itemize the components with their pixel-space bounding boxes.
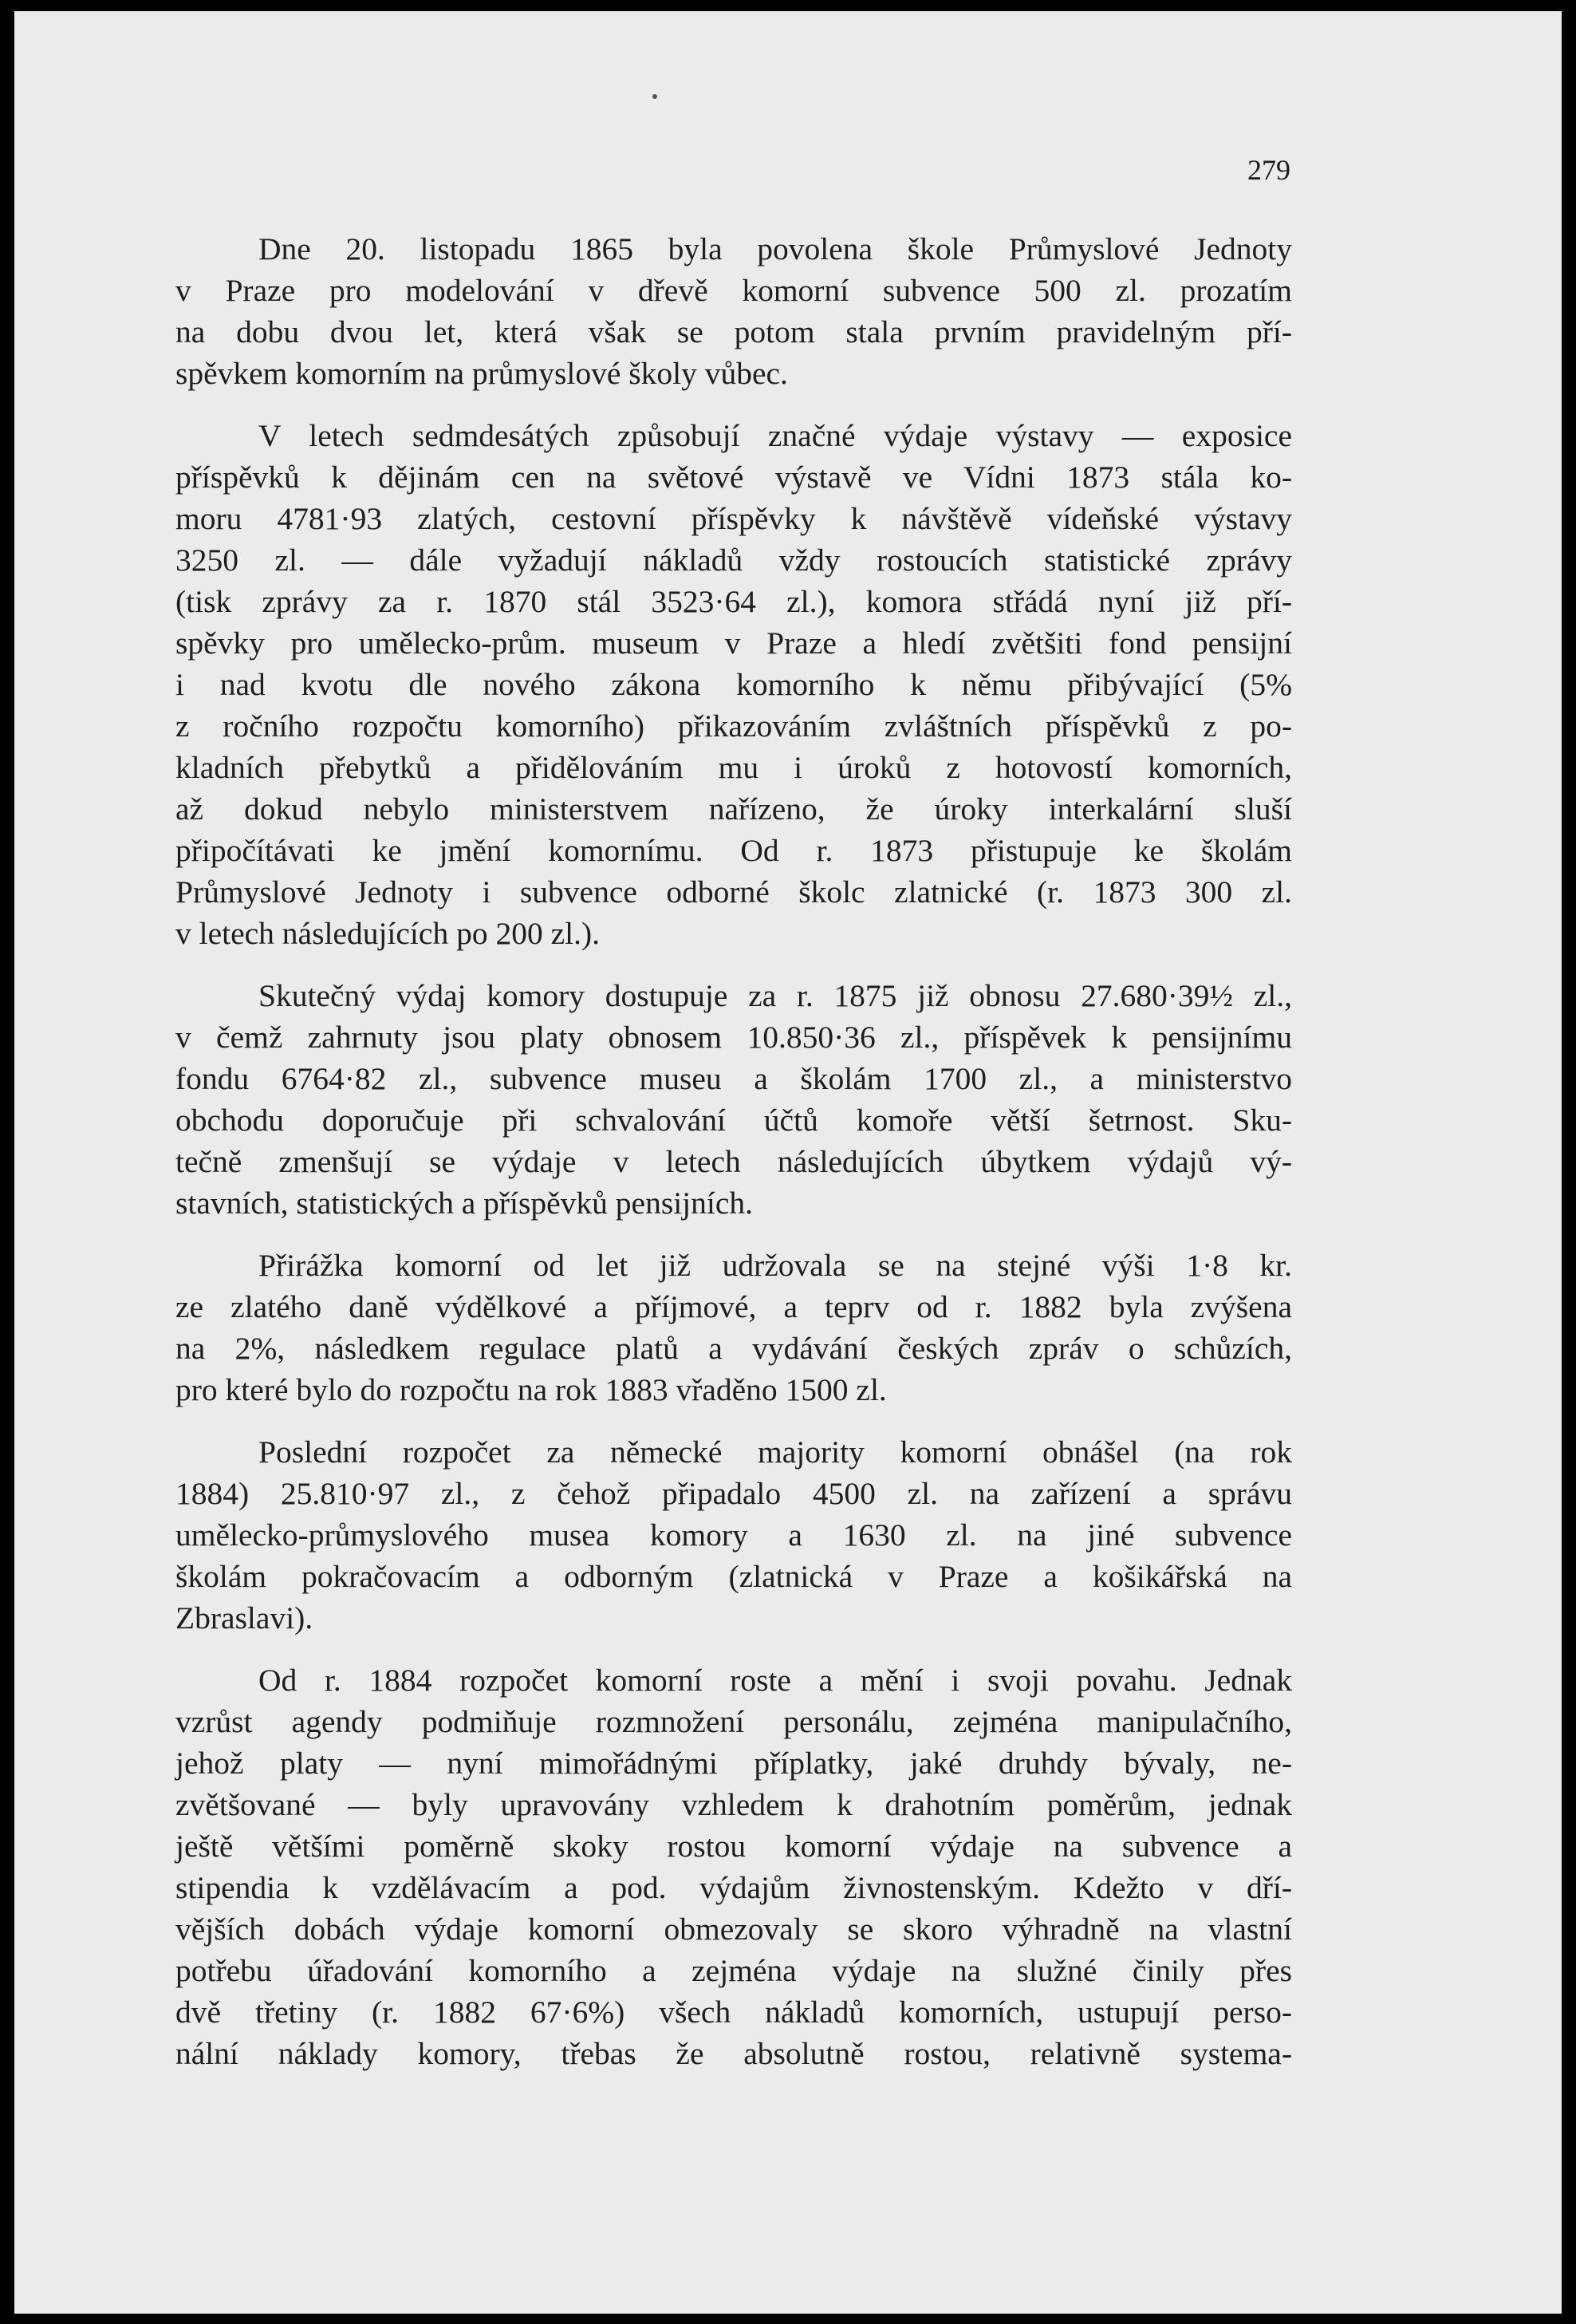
- text-line: Od r. 1884 rozpočet komorní roste a mění i svoji povahu. Jednak: [258, 1663, 1292, 1698]
- text-line: i nad kvotu dle nového zákona komorního k němu přibývající (5%: [175, 667, 1292, 702]
- text-line: fondu 6764·82 zl., subvence museu a školám 1700 zl., a ministerstvo: [175, 1061, 1292, 1096]
- print-speck: [652, 94, 657, 99]
- text-line: umělecko-průmyslového musea komory a 1630 zl. na jiné subvence: [175, 1517, 1292, 1553]
- text-line: spěvkem komorním na průmyslové školy vůbec.: [175, 356, 788, 391]
- text-line: tečně zmenšují se výdaje v letech následujících úbytkem výdajů vý-: [175, 1144, 1292, 1179]
- text-line: (tisk zprávy za r. 1870 stál 3523·64 zl.), komora střádá nyní již pří-: [175, 584, 1292, 619]
- text-line: spěvky pro umělecko-prům. museum v Praze a hledí zvětšiti fond pensijní: [175, 625, 1292, 661]
- text-line: Přirážka komorní od let již udržovala se na stejné výši 1·8 kr.: [258, 1248, 1292, 1283]
- text-line: připočítávati ke jmění komornímu. Od r. 1873 přistupuje ke školám: [175, 833, 1292, 868]
- text-line: kladních přebytků a přidělováním mu i úroků z hotovostí komorních,: [175, 750, 1292, 785]
- paragraph: [175, 228, 1292, 394]
- body-text: [175, 228, 1292, 2074]
- text-line: v letech následujících po 200 zl.).: [175, 916, 600, 951]
- text-line: moru 4781·93 zlatých, cestovní příspěvky k návštěvě vídeňské výstavy: [175, 501, 1292, 536]
- paragraph: [175, 415, 1292, 954]
- text-line: v Praze pro modelování v dřevě komorní subvence 500 zl. prozatím: [175, 273, 1292, 308]
- text-line: Dne 20. listopadu 1865 byla povolena škole Průmyslové Jednoty: [258, 231, 1292, 266]
- text-line: vějších dobách výdaje komorní obmezovaly se skoro výhradně na vlastní: [175, 1912, 1292, 1947]
- text-line: jehož platy — nyní mimořádnými příplatky, jaké druhdy bývaly, ne-: [175, 1746, 1292, 1781]
- page-number: 279: [1247, 154, 1290, 186]
- text-line: na 2%, následkem regulace platů a vydávání českých zpráv o schůzích,: [175, 1331, 1292, 1366]
- text-line: z ročního rozpočtu komorního) přikazováním zvláštních příspěvků z po-: [175, 708, 1292, 744]
- text-line: Průmyslové Jednoty i subvence odborné školc zlatnické (r. 1873 300 zl.: [175, 874, 1292, 909]
- text-line: obchodu doporučuje při schvalování účtů komoře větší šetrnost. Sku-: [175, 1103, 1292, 1138]
- text-line: nální náklady komory, třebas že absolutně rostou, relativně systema-: [175, 2036, 1292, 2071]
- paragraph: [175, 1431, 1292, 1639]
- paragraph: [175, 975, 1292, 1224]
- text-line: školám pokračovacím a odborným (zlatnická v Praze a košikářská na: [175, 1559, 1292, 1594]
- text-line: pro které bylo do rozpočtu na rok 1883 vřaděno 1500 zl.: [175, 1372, 887, 1407]
- text-line: stavních, statistických a příspěvků pensijních.: [175, 1186, 754, 1221]
- text-line: v čemž zahrnuty jsou platy obnosem 10.850·36 zl., příspěvek k pensijnímu: [175, 1020, 1292, 1055]
- text-line: vzrůst agendy podmiňuje rozmnožení personálu, zejména manipulačního,: [175, 1704, 1292, 1739]
- text-line: ze zlatého daně výdělkové a příjmové, a teprv od r. 1882 byla zvýšena: [175, 1289, 1292, 1324]
- text-line: až dokud nebylo ministerstvem nařízeno, že úroky interkalární sluší: [175, 791, 1292, 827]
- text-line: potřebu úřadování komorního a zejména výdaje na služné činily přes: [175, 1953, 1292, 1988]
- text-line: 1884) 25.810·97 zl., z čehož připadalo 4500 zl. na zařízení a správu: [175, 1476, 1292, 1511]
- text-line: na dobu dvou let, která však se potom stala prvním pravidelným pří-: [175, 314, 1292, 349]
- text-line: dvě třetiny (r. 1882 67·6%) všech nákladů komorních, ustupují perso-: [175, 1995, 1292, 2030]
- text-line: 3250 zl. — dále vyžadují nákladů vždy rostoucích statistické zprávy: [175, 543, 1292, 578]
- text-line: Poslední rozpočet za německé majority komorní obnášel (na rok: [258, 1434, 1292, 1470]
- text-line: zvětšované — byly upravovány vzhledem k drahotním poměrům, jednak: [175, 1787, 1292, 1822]
- scanned-page: [14, 11, 1562, 2314]
- text-line: V letech sedmdesátých způsobují značné výdaje výstavy — exposice: [258, 418, 1292, 453]
- text-line: Zbraslavi).: [175, 1600, 313, 1635]
- text-line: stipendia k vzdělávacím a pod. výdajům živnostenským. Kdežto v dří-: [175, 1870, 1292, 1905]
- paragraph: [175, 1245, 1292, 1411]
- text-line: Skutečný výdaj komory dostupuje za r. 1875 již obnosu 27.680·39½ zl.,: [258, 978, 1292, 1013]
- paragraph: [175, 1659, 1292, 2074]
- text-line: příspěvků k dějinám cen na světové výstavě ve Vídni 1873 stála ko-: [175, 460, 1292, 495]
- text-line: ještě většími poměrně skoky rostou komorní výdaje na subvence a: [175, 1829, 1292, 1864]
